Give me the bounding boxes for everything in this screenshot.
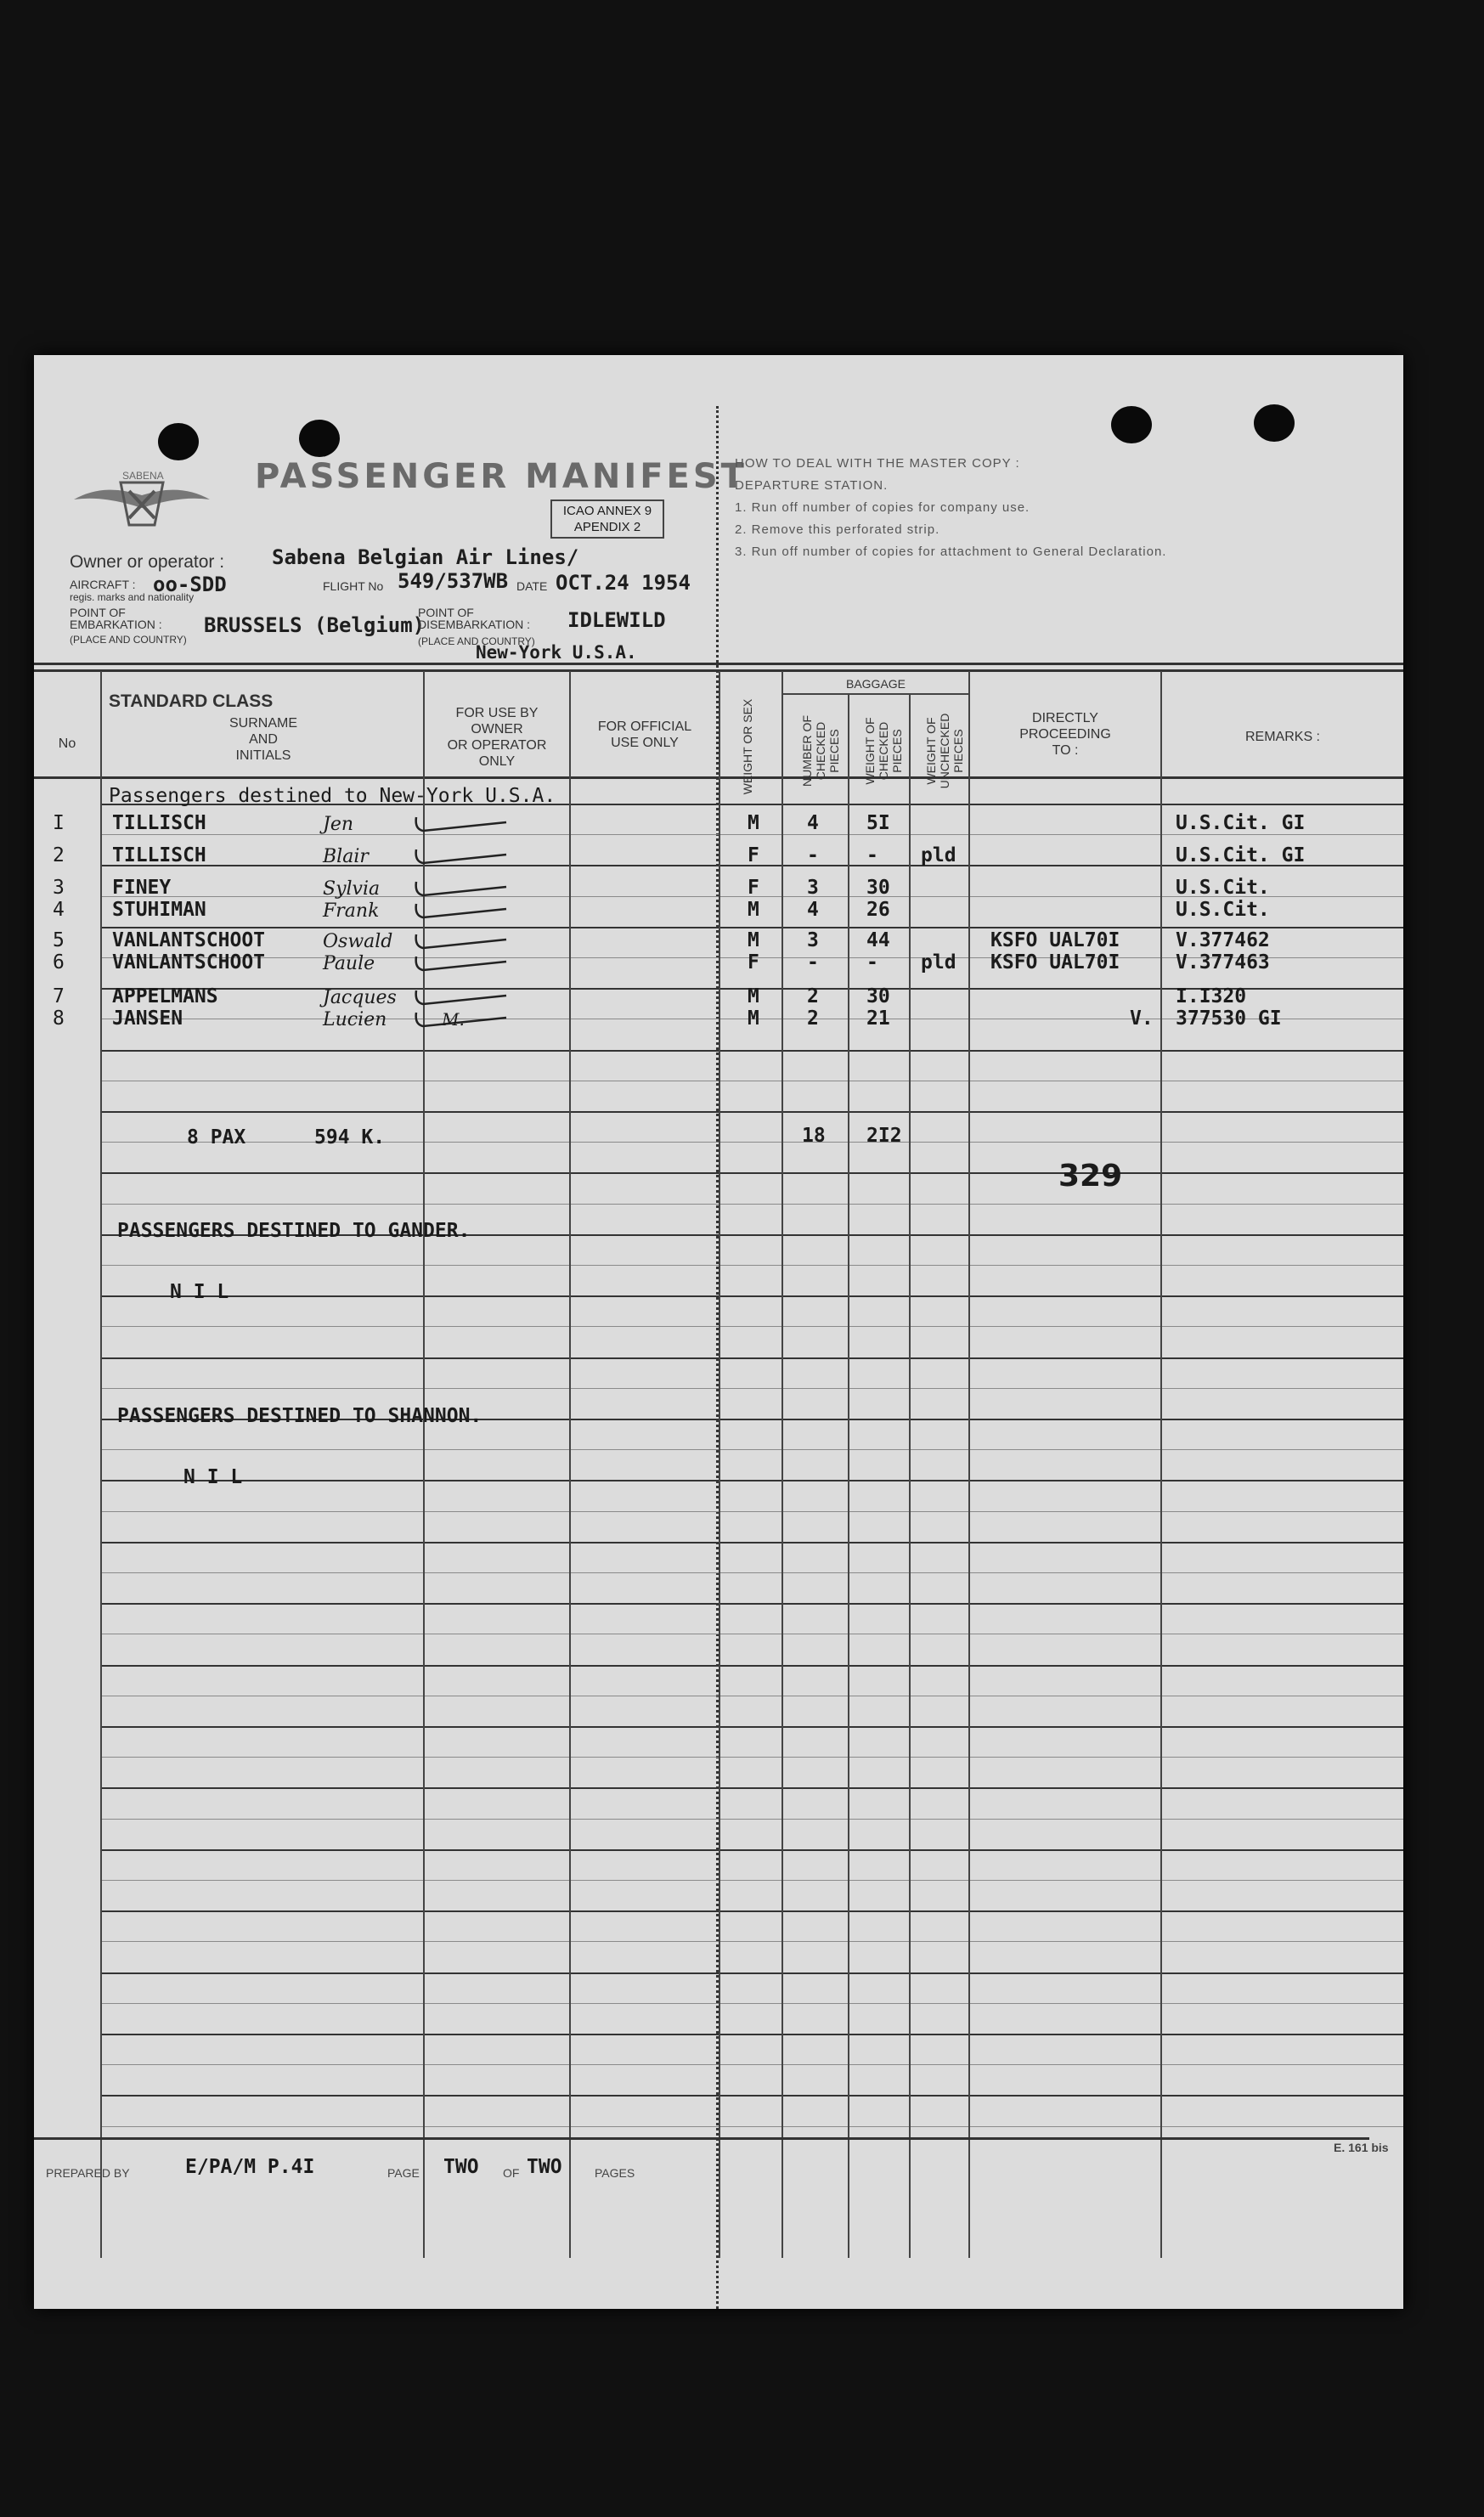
total-pax: 8 PAX <box>187 1126 246 1148</box>
date-label: DATE <box>516 579 548 593</box>
row-remarks: U.S.Cit. <box>1176 877 1270 899</box>
row-pieces: 2 <box>807 1007 819 1030</box>
ruled-line <box>100 1388 1403 1389</box>
row-pieces: - <box>807 951 819 974</box>
row-weight: - <box>866 951 878 974</box>
row-number: 7 <box>53 985 65 1007</box>
col-directly-header: DIRECTLY PROCEEDING TO : <box>1019 711 1111 758</box>
owner-value: Sabena Belgian Air Lines/ <box>272 545 579 569</box>
row-number: 5 <box>53 929 65 951</box>
checkmark-icon <box>413 897 515 923</box>
row-pieces: 4 <box>807 899 819 921</box>
column-divider <box>719 671 720 2258</box>
row-number: 3 <box>53 877 65 899</box>
row-weight: 30 <box>866 877 890 899</box>
row-surname: TILLISCH <box>112 812 206 834</box>
owner-label: Owner or operator : <box>70 552 225 572</box>
form-title: PASSENGER MANIFEST <box>255 457 748 496</box>
column-divider <box>781 693 968 695</box>
embark-label: POINT OF EMBARKATION : <box>70 606 162 631</box>
column-divider <box>909 695 911 2258</box>
row-remarks: V.377463 <box>1176 951 1270 974</box>
checkmark-icon <box>413 843 515 868</box>
row-sex: F <box>748 877 759 899</box>
ruled-line <box>100 1819 1403 1820</box>
punch-hole <box>158 423 199 460</box>
form-code: E. 161 bis <box>1334 2141 1389 2154</box>
row-proceeding: V. <box>1130 1007 1154 1030</box>
ruled-line <box>100 1941 1403 1942</box>
row-sex: F <box>748 951 759 974</box>
howto-step: 3. Run off number of copies for attachment to General Declaration. <box>735 545 1167 559</box>
row-weight: 26 <box>866 899 890 921</box>
row-sex: M <box>748 812 759 834</box>
ruled-line <box>100 2034 1403 2035</box>
column-divider <box>968 671 970 2258</box>
row-pieces: - <box>807 844 819 866</box>
row-unchecked: pld <box>921 844 956 866</box>
col-remarks-header: REMARKS : <box>1244 730 1320 744</box>
col-baggage-header: BAGGAGE <box>845 677 906 691</box>
total-pieces: 18 <box>802 1125 826 1147</box>
ruled-line <box>100 1142 1403 1143</box>
ruled-line <box>100 1603 1403 1605</box>
row-weight: 5I <box>866 812 890 834</box>
row-remarks: 377530 GI <box>1176 1007 1282 1030</box>
row-first-name: Jen <box>323 814 354 835</box>
checkmark-icon <box>413 950 515 975</box>
aircraft-sub: regis. marks and nationality <box>70 591 195 603</box>
of-value: TWO <box>527 2156 562 2178</box>
pages-label: PAGES <box>595 2166 635 2180</box>
row-pieces: 3 <box>807 929 819 951</box>
ruled-line <box>100 1757 1403 1758</box>
row-surname: JANSEN <box>112 1007 183 1030</box>
ruled-line <box>100 2126 1403 2127</box>
col-num-checked-header: NUMBER OF CHECKED PIECES <box>800 715 841 787</box>
ruled-line <box>100 2095 1403 2097</box>
row-first-name: Jacques <box>323 987 397 1008</box>
icao-line-2: APENDIX 2 <box>573 520 641 534</box>
row-proceeding: KSFO UAL70I <box>990 929 1120 951</box>
punch-hole <box>1254 404 1295 442</box>
date-value: OCT.24 1954 <box>556 571 691 595</box>
row-surname: VANLANTSCHOOT <box>112 929 266 951</box>
ruled-line <box>100 1665 1403 1667</box>
manifest-sheet <box>34 355 1403 2309</box>
howto-subtitle: DEPARTURE STATION. <box>735 478 889 493</box>
total-weight: 2I2 <box>866 1125 902 1147</box>
ruled-line <box>100 1265 1403 1266</box>
row-remarks: I.I320 <box>1176 985 1247 1007</box>
row-sex: F <box>748 844 759 866</box>
row-surname: STUHIMAN <box>112 899 206 921</box>
row-first-name: Paule <box>323 953 375 974</box>
row-weight: - <box>866 844 878 866</box>
row-first-name: Lucien <box>323 1009 387 1030</box>
row-sex: M <box>748 929 759 951</box>
shannon-nil: N I L <box>183 1466 243 1488</box>
page-label: PAGE <box>387 2166 420 2180</box>
ruled-line <box>100 1880 1403 1881</box>
ruled-line <box>100 2003 1403 2004</box>
col-weight-unchecked-header: WEIGHT OF UNCHECKED PIECES <box>924 713 965 789</box>
row-unchecked: pld <box>921 951 956 974</box>
row-first-name: Oswald <box>323 931 393 952</box>
row-surname: VANLANTSCHOOT <box>112 951 266 974</box>
row-sex: M <box>748 899 759 921</box>
row-proceeding: KSFO UAL70I <box>990 951 1120 974</box>
ruled-line <box>100 927 1403 928</box>
disembark-sub: (PLACE AND COUNTRY) <box>418 635 535 647</box>
disembark-value-2: New-York U.S.A. <box>476 642 637 663</box>
row-remarks: U.S.Cit. <box>1176 899 1270 921</box>
section-gander: PASSENGERS DESTINED TO GANDER. <box>117 1220 471 1242</box>
section-shannon: PASSENGERS DESTINED TO SHANNON. <box>117 1405 482 1427</box>
ruled-line <box>100 1572 1403 1573</box>
column-divider <box>848 695 849 2258</box>
section-newyork: Passengers destined to New-York U.S.A. <box>109 785 556 807</box>
row-first-name: Blair <box>323 846 369 867</box>
row-first-name: Frank <box>323 900 380 922</box>
row-weight: 21 <box>866 1007 890 1030</box>
col-surname-header: SURNAME AND INITIALS <box>229 716 297 763</box>
ruled-line <box>100 1910 1403 1912</box>
col-no-header: No <box>58 736 76 751</box>
row-surname: FINEY <box>112 877 172 899</box>
col-weight-checked-header: WEIGHT OF CHECKED PIECES <box>863 717 904 785</box>
column-divider <box>1160 671 1162 2258</box>
row-first-name: Sylvia <box>323 878 381 900</box>
ruled-line <box>100 1787 1403 1789</box>
footer-rule <box>34 2137 1369 2140</box>
flight-label: FLIGHT No <box>323 579 384 593</box>
row-remarks: U.S.Cit. GI <box>1176 812 1306 834</box>
row-weight: 30 <box>866 985 890 1007</box>
howto-block <box>735 453 1166 563</box>
table-top-rule <box>34 663 1403 665</box>
stamp-number: 329 <box>1058 1159 1123 1194</box>
ruled-line <box>100 834 1403 835</box>
disembark-value: IDLEWILD <box>567 608 666 632</box>
prepared-value: E/PA/M P.4I <box>185 2156 315 2178</box>
howto-title: HOW TO DEAL WITH THE MASTER COPY : <box>735 456 1020 471</box>
row-pieces: 4 <box>807 812 819 834</box>
checkmark-icon <box>413 810 515 836</box>
ruled-line <box>100 1357 1403 1359</box>
handwritten-mark: M. <box>442 1009 465 1030</box>
row-sex: M <box>748 985 759 1007</box>
page-value: TWO <box>443 2156 479 2178</box>
embark-value: BRUSSELS (Belgium) <box>204 613 426 637</box>
row-number: 8 <box>53 1007 65 1030</box>
ruled-line <box>100 1050 1403 1052</box>
ruled-line <box>100 1849 1403 1851</box>
sabena-logo-icon <box>70 457 214 533</box>
row-weight: 44 <box>866 929 890 951</box>
ruled-line <box>100 1295 1403 1297</box>
ruled-line <box>100 2064 1403 2065</box>
disembark-label: POINT OF DISEMBARKATION : <box>418 606 530 631</box>
ruled-line <box>100 1542 1403 1543</box>
embark-sub: (PLACE AND COUNTRY) <box>70 634 187 646</box>
ruled-line <box>100 1726 1403 1728</box>
row-number: 4 <box>53 899 65 921</box>
logo-text: SABENA <box>122 470 164 482</box>
column-divider <box>100 671 102 2258</box>
howto-step: 2. Remove this perforated strip. <box>735 522 940 537</box>
ruled-line <box>100 1511 1403 1512</box>
ruled-line <box>100 1172 1403 1174</box>
row-number: 2 <box>53 844 65 866</box>
ruled-line <box>100 1480 1403 1481</box>
punch-hole <box>1111 406 1152 443</box>
col-class-header: STANDARD CLASS <box>109 691 274 711</box>
ruled-line <box>100 1326 1403 1327</box>
row-remarks: U.S.Cit. GI <box>1176 844 1306 866</box>
row-pieces: 2 <box>807 985 819 1007</box>
column-divider <box>781 671 783 2258</box>
ruled-line <box>100 1111 1403 1113</box>
flight-value: 549/537WB <box>398 569 509 593</box>
howto-step: 1. Run off number of copies for company use. <box>735 500 1030 515</box>
row-number: I <box>53 812 65 834</box>
aircraft-value: oo-SDD <box>153 573 227 596</box>
col-weight-sex-header: WEIGHT OR SEX <box>741 698 754 795</box>
row-remarks: V.377462 <box>1176 929 1270 951</box>
aircraft-label: AIRCRAFT : <box>70 578 136 591</box>
icao-line-1: ICAO ANNEX 9 <box>562 504 652 518</box>
col-official-header: FOR OFFICIAL USE ONLY <box>597 720 692 750</box>
row-number: 6 <box>53 951 65 974</box>
row-surname: APPELMANS <box>112 985 218 1007</box>
ruled-line <box>100 1449 1403 1450</box>
punch-hole <box>299 420 340 457</box>
row-sex: M <box>748 1007 759 1030</box>
of-label: OF <box>503 2166 520 2180</box>
gander-nil: N I L <box>170 1281 229 1303</box>
icao-box <box>550 499 664 539</box>
col-owner-header: FOR USE BY OWNER OR OPERATOR ONLY <box>447 706 547 769</box>
total-kilos: 594 K. <box>314 1126 386 1148</box>
column-divider <box>569 671 571 2258</box>
row-pieces: 3 <box>807 877 819 899</box>
ruled-line <box>100 1204 1403 1205</box>
prepared-label: PREPARED BY <box>46 2166 130 2180</box>
row-surname: TILLISCH <box>112 844 206 866</box>
ruled-line <box>100 1972 1403 1974</box>
